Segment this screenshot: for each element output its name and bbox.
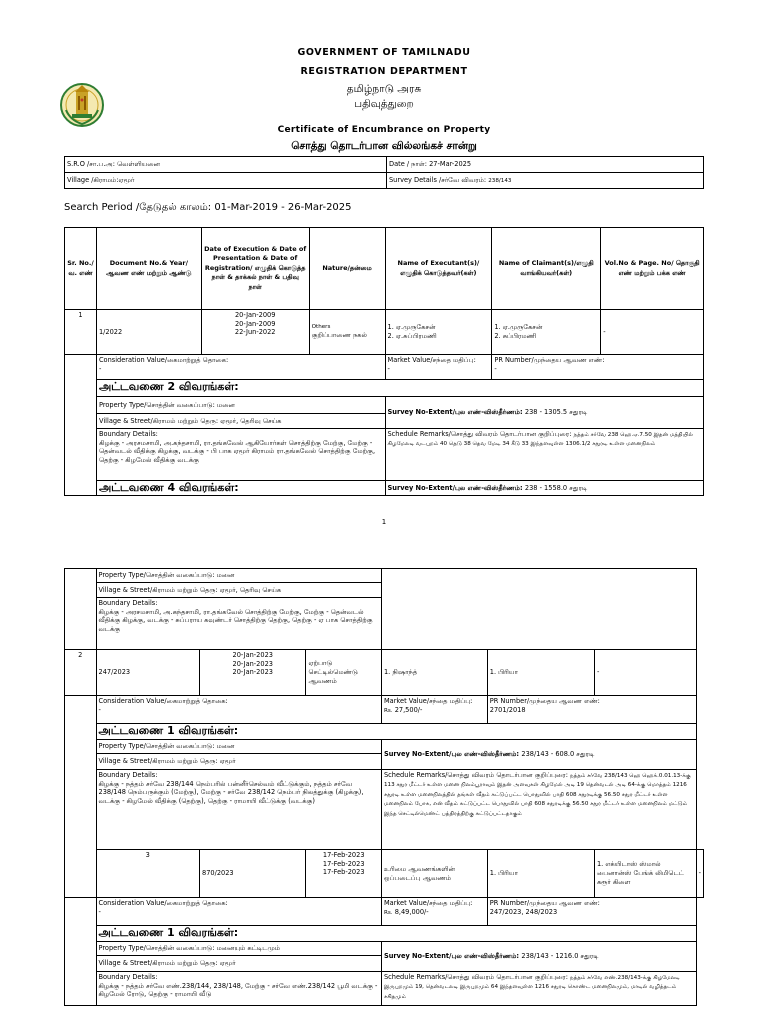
- government-title: GOVERNMENT OF TAMILNADU: [297, 47, 471, 58]
- village-street-label-cont: Village & Street/கிராமம் மற்றும் தெரு:: [98, 585, 220, 594]
- entry-1-nature-type: குறிப்பாணை நகல்: [311, 331, 367, 340]
- entry-2-schedule-1-title: அட்டவணை 1 விவரங்கள்:: [96, 724, 696, 740]
- village-street-label-2: Village & Street/கிராமம் மற்றும் தெரு:: [98, 757, 220, 766]
- property-type-label-2: Property Type/சொத்தின் வகைப்பாடு:: [98, 742, 217, 751]
- village-street-value-3: ஏமூர்: [219, 959, 236, 968]
- entry-1-nature-category: Others: [311, 323, 331, 330]
- schedule-4-survey-extent: [385, 481, 704, 496]
- village-street-value-2: ஏமூர்: [219, 757, 236, 766]
- column-header-claimant: Name of Claimant(s)/எழுதி வாங்கியவர்(கள்): [492, 228, 601, 310]
- entry-3-claimant-1: 1. எக்யிடாஸ் ஸ்மால் பைனான்ஸ் பேங்க் லிமிடெட் கரூர் கிளை: [596, 860, 685, 886]
- entry-1-pr-number: [492, 355, 704, 380]
- entry-2-document-no: 247/2023: [96, 650, 200, 696]
- survey-details-value: 238/143: [488, 177, 512, 184]
- entry-3-pr-number: [487, 898, 696, 926]
- entry-3-document-no: 870/2023: [200, 850, 306, 898]
- market-value-label-2: Market Value/சந்தை மதிப்பு:: [383, 697, 473, 705]
- encumbrance-table-page-2: [64, 568, 704, 1006]
- schedule-2-survey-extent: [385, 397, 704, 429]
- entry-1-claimants: [492, 310, 601, 355]
- certificate-title-tamil: சொத்து தொடர்பான வில்லங்கச் சான்று: [291, 140, 477, 152]
- entry-2-remarks: [381, 770, 696, 850]
- schedule-2-village-street: [96, 414, 385, 429]
- entry-2-volume-page: -: [594, 650, 696, 696]
- consideration-label-2: Consideration Value/கைமாற்றுத் தொகை:: [98, 697, 228, 705]
- pr-number-value-2: 2701/2018: [489, 705, 526, 714]
- schedule-4-property-type: [96, 569, 381, 583]
- department-title: REGISTRATION DEPARTMENT: [300, 66, 468, 77]
- survey-extent-value-e3: 238/143 - 1216.0 சதுரடி: [521, 952, 599, 961]
- entry-1-spacer: [65, 355, 97, 496]
- market-value-value-3: 8,49,000/-: [394, 907, 429, 916]
- pr-number-value: -: [494, 364, 497, 373]
- boundary-value: கிழக்கு - அரசமசாமி, அ.கந்தசாமி, ரா.தங்கவேல் ஆகியோர்கள் சொத்திற்கு மேற்கு, மேற்கு - தென்வடல் வீதிக்கு கிழக்கு, வடக்கு - பி பாக ஏமூர் கிராமம் ரா.தங்கவேல் சொத்திற்கு மேற்கு, தெற்கு - கிழமேல் வீதிக்கு வடக்கு: [98, 438, 376, 465]
- entry-2-execution-date: 20-Jan-2023: [232, 651, 273, 659]
- entry-2-nature: ஏற்பாடு செட்டில்மெண்டு ஆவணம்: [306, 650, 382, 696]
- entry-1-sr-no: 1: [65, 310, 97, 355]
- village-field: Village /கிராமம்:ஏமூர்: [65, 173, 387, 189]
- consideration-value-3: -: [98, 907, 101, 916]
- continuation-spacer: [65, 569, 97, 650]
- survey-details-label: Survey Details /சர்வே விவரம்:: [389, 175, 489, 184]
- property-type-value-3: மனையும் கட்டிடமும்: [216, 944, 281, 953]
- entry-1-presentation-date: 20-Jan-2009: [234, 319, 276, 328]
- entry-1-market-value: [385, 355, 492, 380]
- entry-1-claimant-2: 2. சுப்பிரமணி: [494, 332, 537, 340]
- column-header-executant: Name of Executant(s)/ எழுதிக் கொடுத்தவர்(கள்): [385, 228, 492, 310]
- survey-details-field: [387, 173, 704, 189]
- entry-3-dates: [306, 850, 382, 898]
- entry-2-claimant-1: 1. பிரியா: [489, 668, 519, 677]
- consideration-value: -: [98, 364, 102, 373]
- market-value-label-3: Market Value/சந்தை மதிப்பு:: [383, 899, 473, 907]
- entry-1-dates: [201, 310, 309, 355]
- entry-1-executant-1: 1. ஏ.முருகேசன்: [387, 323, 436, 332]
- property-type-value-2: மனை: [216, 742, 235, 751]
- entry-3-registration-date: 17-Feb-2023: [322, 868, 365, 877]
- entry-2-presentation-date: 20-Jan-2023: [232, 659, 273, 668]
- village-street-label: Village & Street/கிராமம் மற்றும் தெரு:: [98, 416, 221, 425]
- boundary-value-3: கிழக்கு - நத்தம் சர்வே எண்.238/144, 238/148, மேற்கு - சர்வே எண்.238/142 பூமி வடக்கு - கிழமேல் ரோடு, தெற்கு - ராமாயி வீடு: [98, 981, 378, 999]
- date-field: Date / நாள்: 27-Mar-2025: [387, 157, 704, 173]
- pr-number-value-3: 247/2023, 248/2023: [489, 907, 558, 916]
- boundary-label-2: Boundary Details:: [98, 771, 158, 779]
- entry-3-property-type: [96, 942, 381, 956]
- entry-1-registration-date: 22-Jun-2022: [234, 328, 276, 337]
- column-header-sr-no: Sr. No./ வ. எண்: [65, 228, 97, 310]
- market-value-label: Market Value/சந்தை மதிப்பு:: [387, 356, 476, 364]
- entry-1-nature: [309, 310, 385, 355]
- village-street-value: ஏமூர், தெரிவு செய்க: [220, 416, 282, 425]
- schedule-4-title: அட்டவணை 4 விவரங்கள்:: [96, 481, 385, 496]
- schedule-2-boundary: [96, 429, 385, 481]
- property-type-value: மனை: [216, 400, 235, 409]
- market-value-currency-2: Rs.: [383, 707, 393, 714]
- schedule-2-property-type: [96, 397, 385, 414]
- entry-1-volume-page: -: [601, 310, 704, 355]
- entry-2-sr-no: 2: [65, 650, 97, 696]
- certificate-info-table: [64, 156, 704, 189]
- survey-extent-value-e2: 238/143 - 608.0 சதுரடி: [521, 750, 595, 759]
- entry-2-consideration: [96, 696, 381, 724]
- column-header-dates: Date of Execution & Date of Presentation & Date of Registration/ எழுதிக் கொடுத்த நாள் & தாக்கல் நாள் & பதிவு நாள்: [201, 228, 309, 310]
- entry-3-volume-page: -: [696, 850, 703, 898]
- entry-2-claimants: [487, 650, 594, 696]
- tamilnadu-emblem-icon: [60, 80, 104, 130]
- entry-2-dates: [200, 650, 306, 696]
- entry-1-document-no: 1/2022: [96, 310, 201, 355]
- entry-3-consideration: [96, 898, 381, 926]
- encumbrance-table-page-1: [64, 227, 704, 496]
- search-period: Search Period /தேடுதல் காலம்: 01-Mar-2019 - 26-Mar-2025: [64, 202, 352, 213]
- survey-extent-value: 238 - 1305.5 சதுரடி: [524, 408, 588, 417]
- entry-3-presentation-date: 17-Feb-2023: [322, 859, 365, 868]
- consideration-label-3: Consideration Value/கைமாற்றுத் தொகை:: [98, 899, 228, 907]
- survey-extent-value-4: 238 - 1558.0 சதுரடி: [524, 483, 588, 492]
- schedule-2-title: அட்டவணை 2 விவரங்கள்:: [96, 380, 703, 397]
- entry-3-spacer: [65, 898, 97, 1006]
- column-header-volume-page: Vol.No & Page. No/ தொகுதி எண் மற்றும் பக்க எண்: [601, 228, 704, 310]
- entry-3-market-value: [381, 898, 487, 926]
- schedule-remarks-value: நத்தம் சர்வே 238 ஹெ.ஏ.7.50 இதன் மத்தியில் கிழமேலடி வடபுறம் 40 தெடு 38 தெவ மேடி 34 கீடு 33 இந்தளவுள்ள 1306.1/2 சதுரடி உள்ள மனைநிலம்: [387, 432, 694, 448]
- department-title-tamil: பதிவுத்துறை: [354, 98, 414, 110]
- entry-2-market-value: [381, 696, 487, 724]
- entry-1-consideration: [96, 355, 385, 380]
- boundary-value-2: கிழக்கு - நத்தம் சர்வே 238/144 நெம்பரில் பன்னீர்செல்வம் வீட்டுக்கும், நத்தம் சர்வே 238/148 நெம்பருக்கும் (மேற்கு), மேற்கு - சர்வே 238/142 நெம்பர் நிலத்துக்கு (கிழக்கு), வடக்கு - கிழமேல் வீதிக்கு (தெற்கு), தெற்கு - ராமாயி வீட்டுக்கு (வடக்கு): [98, 779, 364, 806]
- entry-2-executants: [381, 650, 487, 696]
- pr-number-label: PR Number/முந்தைய ஆவண எண்:: [494, 356, 605, 364]
- survey-extent-label-4: Survey No-Extent/புல எண்-விஸ்தீர்ணம்:: [387, 483, 525, 492]
- entry-1-claimant-1: 1. ஏ.முருகேசன்: [494, 323, 543, 332]
- schedule-remarks-label-2: Schedule Remarks/சொத்து விவரம் தொடர்பான குறிப்புரை:: [383, 771, 571, 779]
- property-type-label: Property Type/சொத்தின் வகைப்பாடு:: [98, 400, 217, 409]
- pr-number-label-3: PR Number/முந்தைய ஆவண எண்:: [489, 899, 600, 907]
- schedule-remarks-value-3: நத்தம் சர்வே எண்.238/143-க்கு கிழமேலடி இருபுறமும் 19, தென்வடலடி இருபுறமும் 64 இந்தளவுள்ள 1216 சதுரடி கொண்ட மனைநிலமும், மாடில் வழித்தடம் சகிதமும்: [383, 975, 680, 1000]
- entry-2-registration-date: 20-Jan-2023: [232, 668, 273, 677]
- property-type-label-cont: Property Type/சொத்தின் வகைப்பாடு:: [98, 571, 217, 580]
- market-value-value: -: [387, 364, 390, 373]
- village-street-label-3: Village & Street/கிராமம் மற்றும் தெரு:: [98, 959, 220, 968]
- property-type-value-cont: மனை: [216, 571, 235, 580]
- entry-3-executants: [487, 850, 594, 898]
- consideration-value-2: -: [98, 705, 101, 714]
- market-value-value-2: 27,500/-: [394, 705, 423, 714]
- entry-3-claimants: [594, 850, 696, 898]
- entry-2-survey-extent: [381, 740, 696, 770]
- certificate-title: Certificate of Encumbrance on Property: [277, 125, 491, 135]
- entry-2-village-street: [96, 754, 381, 770]
- schedule-4-remarks-empty: [381, 569, 696, 650]
- schedule-4-village-street: [96, 583, 381, 598]
- boundary-label-cont: Boundary Details:: [98, 599, 158, 607]
- boundary-label-3: Boundary Details:: [98, 973, 158, 981]
- property-type-label-3: Property Type/சொத்தின் வகைப்பாடு:: [98, 944, 217, 953]
- sro-field: S.R.O /சா.ப.அ: வெள்ளியனை: [65, 157, 387, 173]
- government-title-tamil: தமிழ்நாடு அரசு: [346, 83, 422, 95]
- boundary-value-cont: கிழக்கு - அரசமசாமி, அ.கந்தசாமி, ரா.தங்கவேல் சொத்திற்கு மேற்கு, மேற்கு - தென்வடல் வீதிக்கு கிழக்கு, வடக்கு - சுப்பராய கவுண்டர் சொத்திற்கு தெற்கு, தெற்கு - ஏ பாக சொத்திற்கு வடக்கு: [98, 607, 373, 634]
- market-value-currency-3: Rs.: [383, 909, 393, 916]
- survey-extent-label: Survey No-Extent/புல எண்-விஸ்தீர்ணம்:: [387, 408, 525, 417]
- page-number: 1: [381, 518, 387, 526]
- entry-3-village-street: [96, 956, 381, 972]
- entry-1-execution-date: 20-Jan-2009: [234, 311, 276, 319]
- pr-number-label-2: PR Number/முந்தைய ஆவண எண்:: [489, 697, 600, 705]
- entry-3-executant-1: 1. பிரியா: [489, 869, 519, 878]
- schedule-remarks-label: Schedule Remarks/சொத்து விவரம் தொடர்பான குறிப்புரை:: [387, 430, 574, 438]
- entry-1-executant-2: 2. ஏ.சுப்பிரமணி: [387, 332, 437, 340]
- entry-2-pr-number: [487, 696, 696, 724]
- entry-1-executants: [385, 310, 492, 355]
- schedule-4-boundary: [96, 598, 381, 650]
- entry-3-execution-date: 17-Feb-2023: [322, 851, 365, 859]
- boundary-label: Boundary Details:: [98, 430, 158, 438]
- consideration-label: Consideration Value/கைமாற்றுத் தொகை:: [98, 356, 229, 364]
- entry-3-schedule-1-title: அட்டவணை 1 விவரங்கள்:: [96, 926, 696, 942]
- village-street-value-cont: ஏமூர், தெரிவு செய்க: [219, 585, 282, 594]
- schedule-remarks-label-3: Schedule Remarks/சொத்து விவரம் தொடர்பான குறிப்புரை:: [383, 973, 571, 981]
- entry-2-executant-1: 1. நிஷாந்த்: [383, 668, 418, 677]
- survey-extent-label-e3: Survey No-Extent/புல எண்-விஸ்தீர்ணம்:: [383, 952, 522, 961]
- survey-extent-label-e2: Survey No-Extent/புல எண்-விஸ்தீர்ணம்:: [383, 750, 522, 759]
- entry-3-nature: உரிமை ஆவணங்களின் ஒப்படைப்பு ஆவணம்: [381, 850, 487, 898]
- schedule-remarks-value-2: நத்தம் சர்வே 238/143 ஹெ ஹெக்.0.01.13-க்கு 113 சதுர மீட்டர் உள்ள மனை நிலம்பூராவும் இதன் அளவுகள் கிழமேல் அடி 19 தென்வடல் அடி 64-க்கு மொத்தம் 1216 சதுரடி உள்ள மனைநிலத்தில் தங்கள் வீதம் கட்டுப்பட்ட பொதுவில் பாதி 608 சதுரடிக்கு 56.50 சதுர மீட்டர் உள்ள மனைநிலம் போக, என் வீதம் கட்டுப்பட்ட பொதுவில் பாதி 608 சதுரடிக்கு 56.50 சதுர மீட்டர் உள்ள மனைநிலம் மட்டும் இந்த செட்டில்மெண்ட் பத்திரத்திற்கு கட்டுப்பட்டதாகும்: [383, 773, 691, 817]
- entry-3-remarks: [381, 972, 696, 1006]
- entry-2-boundary: [96, 770, 381, 850]
- entry-2-spacer: [65, 696, 97, 898]
- entry-3-sr-no: 3: [96, 850, 200, 898]
- schedule-2-remarks: [385, 429, 704, 481]
- column-header-nature: Nature/தன்மை: [309, 228, 385, 310]
- entry-3-boundary: [96, 972, 381, 1006]
- column-header-document-no: Document No.& Year/ ஆவண எண் மற்றும் ஆண்டு: [96, 228, 201, 310]
- entry-2-property-type: [96, 740, 381, 754]
- entry-3-survey-extent: [381, 942, 696, 972]
